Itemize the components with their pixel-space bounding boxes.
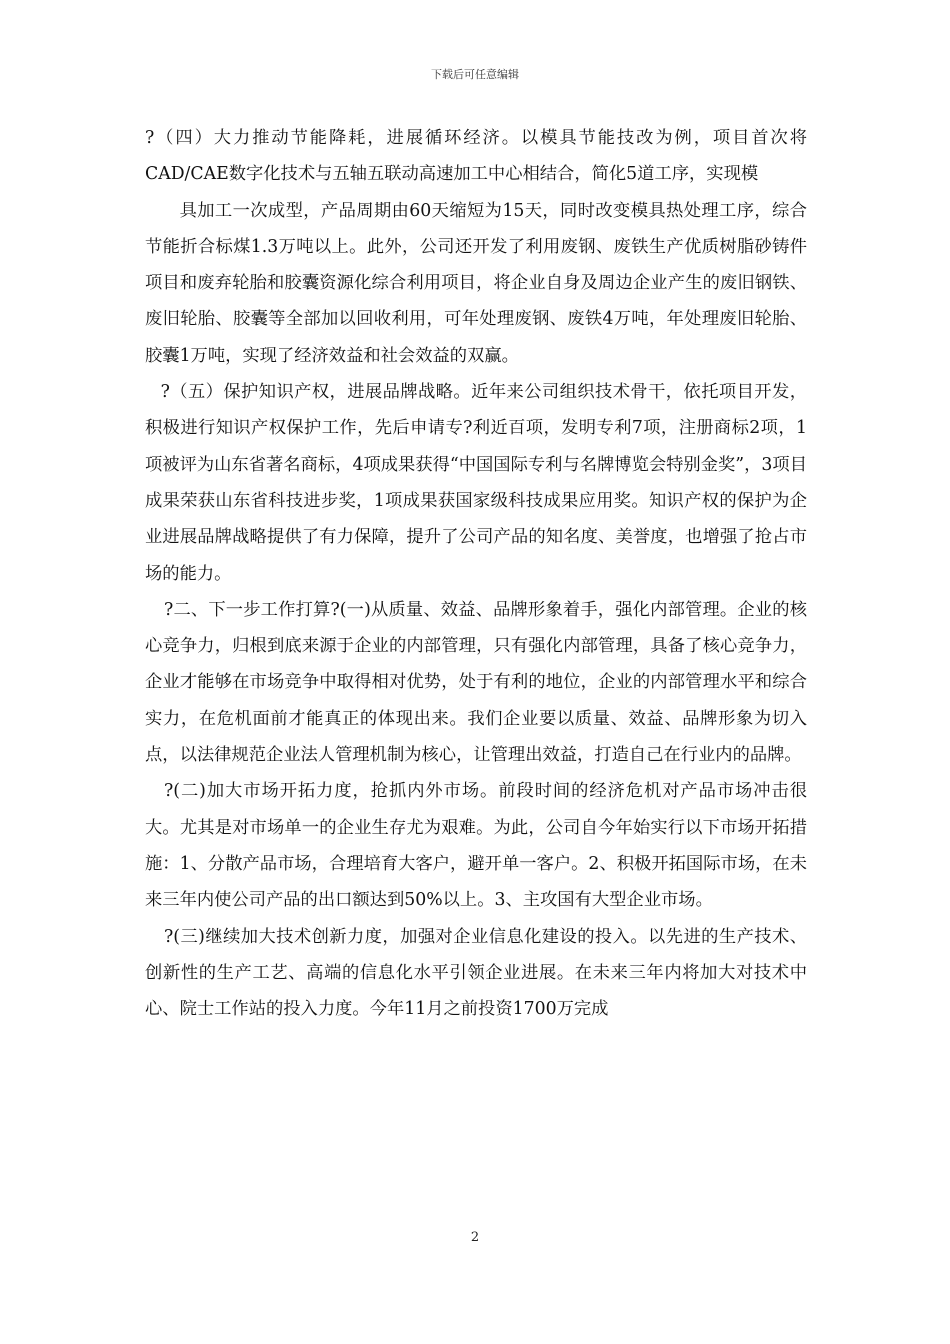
paragraph-energy-saving-cont: 具加工一次成型，产品周期由60天缩短为15天，同时改变模具热处理工序，综合节能折合标煤1.3万吨以上。此外，公司还开发了利用废钢、废铁生产优质树脂砂铸件项目和废弃轮胎和胶囊资源化综合利用项目，将企业自身及周边企业产生的废旧钢铁、废旧轮胎、胶囊等全部加以回收利用，可年处理废钢、废铁4万吨，年处理废旧轮胎、胶囊1万吨，实现了经济效益和社会效益的双赢。 (145, 200, 807, 366)
paragraph-energy-saving: ?（四）大力推动节能降耗，进展循环经济。以模具节能技改为例，项目首次将CAD/CAE数字化技术与五轴五联动高速加工中心相结合，简化5道工序，实现模 (145, 128, 807, 185)
paragraph-intellectual-property: ?（五）保护知识产权，进展品牌战略。近年来公司组织技术骨干，依托项目开发，积极进行知识产权保护工作，先后申请专?利近百项，发明专利7项，注册商标2项，1项被评为山东省著名商标，4项成果获得“中国国际专利与名牌博览会特别金奖”，3项目成果荣获山东省科技进步奖，1项成果获国家级科技成果应用奖。知识产权的保护为企业进展品牌战略提供了有力保障，提升了公司产品的知名度、美誉度，也增强了抢占市场的能力。 (145, 382, 807, 584)
page-header: 下载后可任意编辑 (431, 68, 519, 81)
paragraph-market-expansion: ?(二)加大市场开拓力度，抢抓内外市场。前段时间的经济危机对产品市场冲击很大。尤其是对市场单一的企业生存尤为艰难。为此，公司自今年始实行以下市场开拓措施：1、分散产品市场，合理培育大客户，避开单一客户。2、积极开拓国际市场，在未来三年内使公司产品的出口额达到50%以上。3、主攻国有大型企业市场。 (145, 781, 807, 911)
paragraph-technology-innovation: ?(三)继续加大技术创新力度，加强对企业信息化建设的投入。以先进的生产技术、创新性的生产工艺、高端的信息化水平引领企业进展。在未来三年内将加大对技术中心、院士工作站的投入力度。今年11月之前投资1700万完成 (145, 926, 807, 1020)
document-body (145, 120, 807, 1027)
page-number: 2 (470, 1230, 480, 1245)
paragraph-next-steps-management: ?二、下一步工作打算?(一)从质量、效益、品牌形象着手，强化内部管理。企业的核心竞争力，归根到底来源于企业的内部管理，只有强化内部管理，具备了核心竞争力，企业才能够在市场竞争中取得相对优势，处于有利的地位，企业的内部管理水平和综合实力，在危机面前才能真正的体现出来。我们企业要以质量、效益、品牌形象为切入点，以法律规范企业法人管理机制为核心，让管理出效益，打造自己在行业内的品牌。 (145, 599, 807, 766)
